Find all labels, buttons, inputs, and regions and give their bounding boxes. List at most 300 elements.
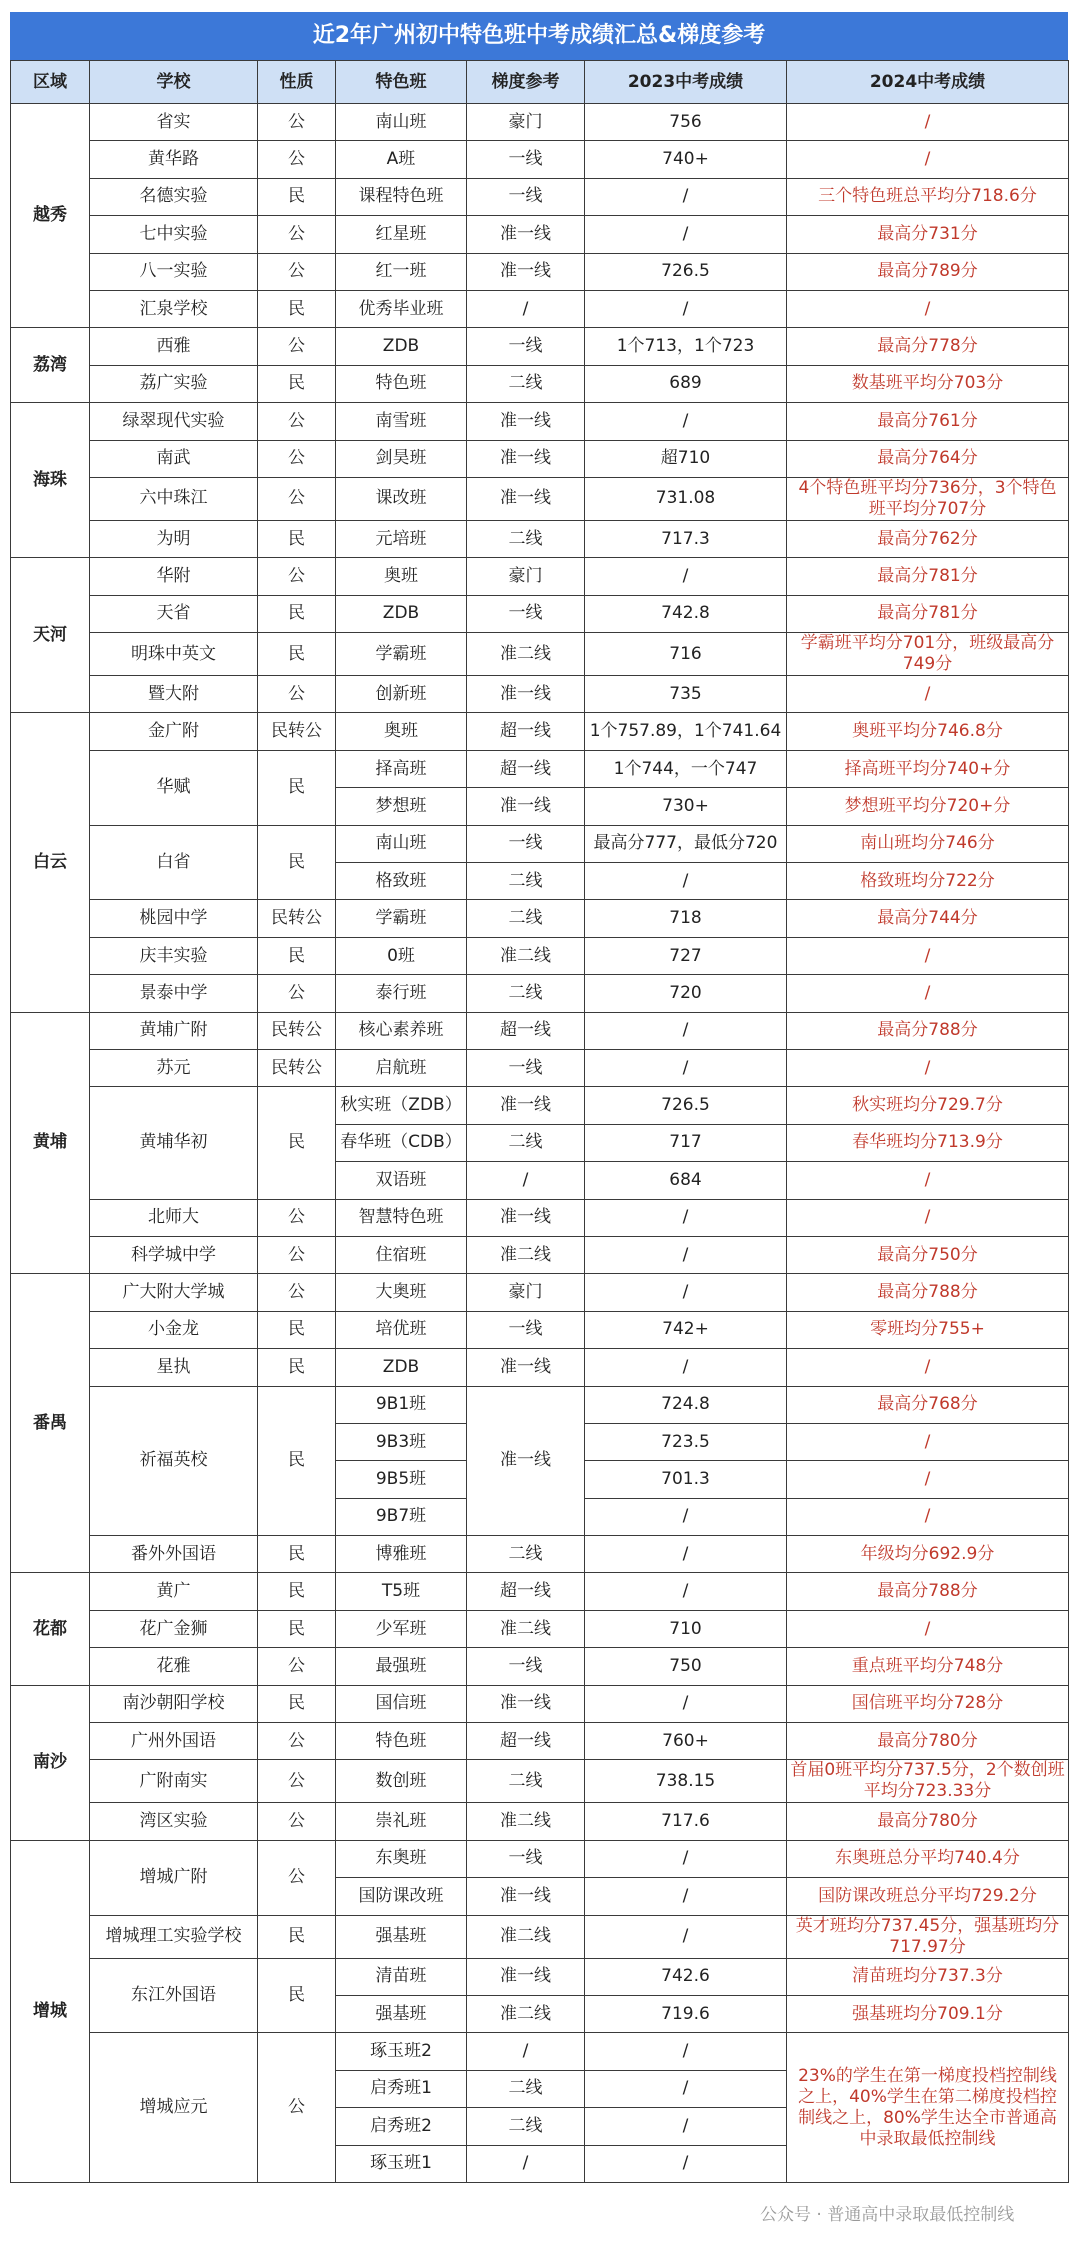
school-cell: 汇泉学校 <box>90 290 258 327</box>
score-2024-cell: 首届0班平均分737.5分，2个数创班平均分723.33分 <box>787 1760 1069 1803</box>
score-2024-cell: 南山班均分746分 <box>787 825 1069 862</box>
type-cell: 公 <box>258 1840 336 1915</box>
school-cell: 苏元 <box>90 1049 258 1086</box>
type-cell: 公 <box>258 440 336 477</box>
district-cell: 海珠 <box>11 403 90 558</box>
score-2024-cell: 最高分750分 <box>787 1236 1069 1273</box>
type-cell: 民 <box>258 595 336 632</box>
type-cell: 公 <box>258 2033 336 2183</box>
score-2024-cell: 春华班均分713.9分 <box>787 1124 1069 1161</box>
score-2023-cell: 684 <box>585 1162 787 1199</box>
score-2023-cell: 760+ <box>585 1723 787 1760</box>
class-cell: 强基班 <box>336 1995 467 2032</box>
class-cell: 国防课改班 <box>336 1878 467 1915</box>
table-row <box>11 328 1069 365</box>
table-row <box>11 937 1069 974</box>
score-2024-cell: 英才班均分737.45分，强基班均分717.97分 <box>787 1915 1069 1958</box>
type-cell: 公 <box>258 1723 336 1760</box>
table-row <box>11 104 1069 141</box>
score-2024-cell: / <box>787 1498 1069 1535</box>
score-2024-cell: 强基班均分709.1分 <box>787 1995 1069 2032</box>
class-cell: 春华班（CDB） <box>336 1124 467 1161</box>
type-cell: 民 <box>258 1087 336 1199</box>
tier-cell: 一线 <box>467 1311 585 1348</box>
school-cell: 番外外国语 <box>90 1536 258 1573</box>
table-row <box>11 178 1069 215</box>
score-2023-cell: / <box>585 863 787 900</box>
school-cell: 北师大 <box>90 1199 258 1236</box>
score-2023-cell: 1个713，1个723 <box>585 328 787 365</box>
score-2023-cell: 731.08 <box>585 477 787 520</box>
district-cell: 花都 <box>11 1573 90 1685</box>
tier-cell: 准一线 <box>467 1958 585 1995</box>
tier-cell: 超一线 <box>467 1012 585 1049</box>
class-cell: T5班 <box>336 1573 467 1610</box>
school-cell: 黄埔广附 <box>90 1012 258 1049</box>
class-cell: 崇礼班 <box>336 1803 467 1840</box>
tier-cell: 准二线 <box>467 633 585 676</box>
score-2023-cell: / <box>585 1878 787 1915</box>
table-row <box>11 750 1069 787</box>
score-2024-cell: 最高分778分 <box>787 328 1069 365</box>
school-cell: 花广金狮 <box>90 1610 258 1647</box>
school-cell: 星执 <box>90 1349 258 1386</box>
tier-cell: 准一线 <box>467 1087 585 1124</box>
score-2023-cell: 735 <box>585 676 787 713</box>
type-cell: 民转公 <box>258 713 336 750</box>
score-2023-cell: 718 <box>585 900 787 937</box>
col-header: 学校 <box>90 61 258 104</box>
score-2023-cell: 724.8 <box>585 1386 787 1423</box>
table-row <box>11 1610 1069 1647</box>
school-cell: 七中实验 <box>90 216 258 253</box>
score-2024-cell: / <box>787 975 1069 1012</box>
score-2024-cell: 零班均分755+ <box>787 1311 1069 1348</box>
score-2024-cell: / <box>787 1423 1069 1460</box>
district-cell: 黄埔 <box>11 1012 90 1274</box>
score-2023-cell: 740+ <box>585 141 787 178</box>
tier-cell: 准一线 <box>467 1878 585 1915</box>
tier-cell: 准二线 <box>467 937 585 974</box>
col-header: 梯度参考 <box>467 61 585 104</box>
score-2023-cell: 742.8 <box>585 595 787 632</box>
type-cell: 公 <box>258 1199 336 1236</box>
class-cell: 特色班 <box>336 365 467 402</box>
class-cell: 启秀班1 <box>336 2070 467 2107</box>
school-cell: 南武 <box>90 440 258 477</box>
table-row <box>11 520 1069 557</box>
score-2023-cell: / <box>585 1685 787 1722</box>
tier-cell: / <box>467 1162 585 1199</box>
score-2023-cell: / <box>585 2070 787 2107</box>
table-body <box>11 104 1069 2183</box>
type-cell: 公 <box>258 141 336 178</box>
tier-cell: 二线 <box>467 1536 585 1573</box>
tier-cell: 一线 <box>467 595 585 632</box>
tier-cell: 一线 <box>467 825 585 862</box>
table-row <box>11 1760 1069 1803</box>
tier-cell: 豪门 <box>467 558 585 595</box>
score-2023-cell: 689 <box>585 365 787 402</box>
class-cell: ZDB <box>336 328 467 365</box>
class-cell: 择高班 <box>336 750 467 787</box>
table-row <box>11 253 1069 290</box>
district-cell: 天河 <box>11 558 90 713</box>
type-cell: 公 <box>258 403 336 440</box>
table-row <box>11 403 1069 440</box>
score-2024-cell: 4个特色班平均分736分，3个特色班平均分707分 <box>787 477 1069 520</box>
class-cell: 格致班 <box>336 863 467 900</box>
table-row <box>11 900 1069 937</box>
tier-cell: 二线 <box>467 520 585 557</box>
type-cell: 民 <box>258 1685 336 1722</box>
school-cell: 华附 <box>90 558 258 595</box>
tier-cell: 二线 <box>467 2108 585 2145</box>
type-cell: 公 <box>258 558 336 595</box>
table-row <box>11 1087 1069 1124</box>
school-cell: 庆丰实验 <box>90 937 258 974</box>
tier-cell: 准一线 <box>467 1349 585 1386</box>
school-cell: 绿翠现代实验 <box>90 403 258 440</box>
class-cell: 双语班 <box>336 1162 467 1199</box>
score-2024-cell: / <box>787 1349 1069 1386</box>
score-2023-cell: 750 <box>585 1648 787 1685</box>
tier-cell: 超一线 <box>467 750 585 787</box>
score-2023-cell: 727 <box>585 937 787 974</box>
table-row <box>11 1915 1069 1958</box>
header-row <box>11 61 1069 104</box>
school-cell: 广州外国语 <box>90 1723 258 1760</box>
score-2024-cell: 清苗班均分737.3分 <box>787 1958 1069 1995</box>
table-row <box>11 2033 1069 2070</box>
class-cell: 特色班 <box>336 1723 467 1760</box>
score-2024-cell: / <box>787 1199 1069 1236</box>
class-cell: 元培班 <box>336 520 467 557</box>
type-cell: 公 <box>258 216 336 253</box>
school-cell: 八一实验 <box>90 253 258 290</box>
score-2023-cell: / <box>585 1012 787 1049</box>
tier-cell: 超一线 <box>467 1723 585 1760</box>
class-cell: 强基班 <box>336 1915 467 1958</box>
score-2024-cell: / <box>787 290 1069 327</box>
tier-cell: 一线 <box>467 1049 585 1086</box>
tier-cell: 豪门 <box>467 1274 585 1311</box>
score-2023-cell: / <box>585 216 787 253</box>
table-row <box>11 713 1069 750</box>
class-cell: 9B3班 <box>336 1423 467 1460</box>
tier-cell: / <box>467 2145 585 2182</box>
type-cell: 民转公 <box>258 1012 336 1049</box>
score-2024-cell: 格致班均分722分 <box>787 863 1069 900</box>
table-row <box>11 290 1069 327</box>
school-cell: 金广附 <box>90 713 258 750</box>
class-cell: A班 <box>336 141 467 178</box>
score-2024-cell: 最高分788分 <box>787 1274 1069 1311</box>
type-cell: 公 <box>258 676 336 713</box>
tier-cell: 准一线 <box>467 253 585 290</box>
score-2023-cell: / <box>585 1840 787 1877</box>
tier-cell: / <box>467 2033 585 2070</box>
tier-cell: 准一线 <box>467 477 585 520</box>
school-cell: 名德实验 <box>90 178 258 215</box>
table-row <box>11 1012 1069 1049</box>
district-cell: 越秀 <box>11 104 90 328</box>
score-2024-cell: 最高分789分 <box>787 253 1069 290</box>
tier-cell: 二线 <box>467 863 585 900</box>
type-cell: 民 <box>258 520 336 557</box>
score-2023-cell: 超710 <box>585 440 787 477</box>
class-cell: 琢玉班2 <box>336 2033 467 2070</box>
district-cell: 白云 <box>11 713 90 1012</box>
score-2023-cell: / <box>585 1498 787 1535</box>
score-2023-cell: / <box>585 1236 787 1273</box>
score-2023-cell: 756 <box>585 104 787 141</box>
score-2024-cell: / <box>787 104 1069 141</box>
class-cell: 优秀毕业班 <box>336 290 467 327</box>
tier-cell: 一线 <box>467 328 585 365</box>
tier-cell: 一线 <box>467 178 585 215</box>
type-cell: 公 <box>258 1236 336 1273</box>
score-2024-cell: / <box>787 937 1069 974</box>
score-2023-cell: 701.3 <box>585 1461 787 1498</box>
table-row <box>11 1311 1069 1348</box>
score-2024-cell: 最高分731分 <box>787 216 1069 253</box>
class-cell: 核心素养班 <box>336 1012 467 1049</box>
table-row <box>11 365 1069 402</box>
class-cell: 南山班 <box>336 104 467 141</box>
type-cell: 民转公 <box>258 1049 336 1086</box>
table-row <box>11 1723 1069 1760</box>
school-cell: 景泰中学 <box>90 975 258 1012</box>
score-2024-cell: 最高分780分 <box>787 1723 1069 1760</box>
table-row <box>11 1199 1069 1236</box>
class-cell: 最强班 <box>336 1648 467 1685</box>
table-row <box>11 595 1069 632</box>
score-2023-cell: 717 <box>585 1124 787 1161</box>
score-2023-cell: / <box>585 1199 787 1236</box>
score-2024-cell: / <box>787 1461 1069 1498</box>
score-2023-cell: 738.15 <box>585 1760 787 1803</box>
type-cell: 民 <box>258 1610 336 1647</box>
type-cell: 民转公 <box>258 900 336 937</box>
score-2023-cell: 742.6 <box>585 1958 787 1995</box>
score-2023-cell: / <box>585 2145 787 2182</box>
class-cell: ZDB <box>336 1349 467 1386</box>
table-row <box>11 1049 1069 1086</box>
class-cell: 学霸班 <box>336 900 467 937</box>
score-2023-cell: 723.5 <box>585 1423 787 1460</box>
school-cell: 祈福英校 <box>90 1386 258 1536</box>
table-row <box>11 216 1069 253</box>
class-cell: 泰行班 <box>336 975 467 1012</box>
type-cell: 公 <box>258 477 336 520</box>
score-2024-cell: 最高分761分 <box>787 403 1069 440</box>
score-2024-cell: 国防课改班总分平均729.2分 <box>787 1878 1069 1915</box>
score-2024-cell: 最高分788分 <box>787 1012 1069 1049</box>
tier-cell: 一线 <box>467 1648 585 1685</box>
score-2024-cell: 最高分762分 <box>787 520 1069 557</box>
school-cell: 西雅 <box>90 328 258 365</box>
class-cell: 9B1班 <box>336 1386 467 1423</box>
score-2023-cell: 720 <box>585 975 787 1012</box>
school-cell: 小金龙 <box>90 1311 258 1348</box>
score-2024-cell: 最高分781分 <box>787 595 1069 632</box>
score-2023-cell: / <box>585 1915 787 1958</box>
school-cell: 增城理工实验学校 <box>90 1915 258 1958</box>
tier-cell: 准二线 <box>467 1236 585 1273</box>
type-cell: 公 <box>258 253 336 290</box>
table-row <box>11 1536 1069 1573</box>
class-cell: 0班 <box>336 937 467 974</box>
tier-cell: 二线 <box>467 2070 585 2107</box>
tier-cell: 准一线 <box>467 1685 585 1722</box>
tier-cell: 准二线 <box>467 1610 585 1647</box>
class-cell: 梦想班 <box>336 788 467 825</box>
class-cell: 红一班 <box>336 253 467 290</box>
school-cell: 黄广 <box>90 1573 258 1610</box>
class-cell: 东奥班 <box>336 1840 467 1877</box>
school-cell: 荔广实验 <box>90 365 258 402</box>
table-row <box>11 1803 1069 1840</box>
class-cell: 清苗班 <box>336 1958 467 1995</box>
class-cell: 9B7班 <box>336 1498 467 1535</box>
tier-cell: 准二线 <box>467 1995 585 2032</box>
score-2024-cell: / <box>787 1049 1069 1086</box>
class-cell: 培优班 <box>336 1311 467 1348</box>
score-2024-cell: 东奥班总分平均740.4分 <box>787 1840 1069 1877</box>
score-2024-cell: 数基班平均分703分 <box>787 365 1069 402</box>
score-2024-cell: 最高分764分 <box>787 440 1069 477</box>
score-2024-cell: 最高分744分 <box>787 900 1069 937</box>
class-cell: 启秀班2 <box>336 2108 467 2145</box>
score-2023-cell: / <box>585 2108 787 2145</box>
type-cell: 公 <box>258 1760 336 1803</box>
score-2024-cell: / <box>787 1162 1069 1199</box>
score-2023-cell: 726.5 <box>585 253 787 290</box>
class-cell: 数创班 <box>336 1760 467 1803</box>
school-cell: 华赋 <box>90 750 258 825</box>
class-cell: 智慧特色班 <box>336 1199 467 1236</box>
table-row <box>11 440 1069 477</box>
tier-cell: 一线 <box>467 141 585 178</box>
district-cell: 南沙 <box>11 1685 90 1840</box>
class-cell: 博雅班 <box>336 1536 467 1573</box>
score-2023-cell: 716 <box>585 633 787 676</box>
class-cell: 奥班 <box>336 713 467 750</box>
score-2024-cell: / <box>787 141 1069 178</box>
type-cell: 公 <box>258 1274 336 1311</box>
score-2023-cell: / <box>585 1049 787 1086</box>
score-2024-cell: 梦想班平均分720+分 <box>787 788 1069 825</box>
score-2023-cell: 717.3 <box>585 520 787 557</box>
type-cell: 民 <box>258 633 336 676</box>
table-row <box>11 1274 1069 1311</box>
table-row <box>11 1685 1069 1722</box>
class-cell: 住宿班 <box>336 1236 467 1273</box>
table-row <box>11 633 1069 676</box>
table-row <box>11 825 1069 862</box>
class-cell: 少军班 <box>336 1610 467 1647</box>
table-row <box>11 676 1069 713</box>
class-cell: 南山班 <box>336 825 467 862</box>
school-cell: 黄埔华初 <box>90 1087 258 1199</box>
type-cell: 民 <box>258 1915 336 1958</box>
district-cell: 番禺 <box>11 1274 90 1573</box>
score-2023-cell: / <box>585 290 787 327</box>
score-2023-cell: / <box>585 1536 787 1573</box>
type-cell: 民 <box>258 1958 336 2033</box>
table-row <box>11 1840 1069 1877</box>
school-cell: 暨大附 <box>90 676 258 713</box>
score-2024-cell: 学霸班平均分701分，班级最高分749分 <box>787 633 1069 676</box>
class-cell: 大奥班 <box>336 1274 467 1311</box>
type-cell: 民 <box>258 750 336 825</box>
class-cell: 剑昊班 <box>336 440 467 477</box>
class-cell: 课改班 <box>336 477 467 520</box>
score-2024-cell: 最高分781分 <box>787 558 1069 595</box>
score-2023-cell: / <box>585 1349 787 1386</box>
col-header: 2024中考成绩 <box>787 61 1069 104</box>
class-cell: 国信班 <box>336 1685 467 1722</box>
school-cell: 南沙朝阳学校 <box>90 1685 258 1722</box>
score-2023-cell: 726.5 <box>585 1087 787 1124</box>
tier-cell: 准二线 <box>467 1915 585 1958</box>
type-cell: 民 <box>258 1573 336 1610</box>
class-cell: 学霸班 <box>336 633 467 676</box>
score-2024-cell: 奥班平均分746.8分 <box>787 713 1069 750</box>
school-cell: 天省 <box>90 595 258 632</box>
score-2023-cell: 1个744，一个747 <box>585 750 787 787</box>
score-2023-cell: / <box>585 403 787 440</box>
score-2023-cell: 1个757.89，1个741.64 <box>585 713 787 750</box>
type-cell: 民 <box>258 1536 336 1573</box>
tier-cell: 二线 <box>467 975 585 1012</box>
school-cell: 增城广附 <box>90 1840 258 1915</box>
class-cell: 红星班 <box>336 216 467 253</box>
school-cell: 东江外国语 <box>90 1958 258 2033</box>
type-cell: 公 <box>258 1803 336 1840</box>
class-cell: 启航班 <box>336 1049 467 1086</box>
school-cell: 广大附大学城 <box>90 1274 258 1311</box>
type-cell: 公 <box>258 1648 336 1685</box>
district-cell: 增城 <box>11 1840 90 2182</box>
table-row <box>11 1648 1069 1685</box>
tier-cell: 二线 <box>467 1760 585 1803</box>
tier-cell: 准一线 <box>467 403 585 440</box>
score-2024-cell: 23%的学生在第一梯度投档控制线之上，40%学生在第二梯度投档控制线之上，80%学生达全市普通高中录取最低控制线 <box>787 2033 1069 2183</box>
score-2024-cell: 择高班平均分740+分 <box>787 750 1069 787</box>
class-cell: 秋实班（ZDB） <box>336 1087 467 1124</box>
score-2023-cell: / <box>585 1573 787 1610</box>
score-2023-cell: 719.6 <box>585 1995 787 2032</box>
tier-cell: 超一线 <box>467 1573 585 1610</box>
school-cell: 科学城中学 <box>90 1236 258 1273</box>
district-cell: 荔湾 <box>11 328 90 403</box>
tier-cell: 准一线 <box>467 676 585 713</box>
score-table <box>10 60 1069 2183</box>
type-cell: 公 <box>258 104 336 141</box>
class-cell: ZDB <box>336 595 467 632</box>
score-2024-cell: 秋实班均分729.7分 <box>787 1087 1069 1124</box>
score-2023-cell: / <box>585 558 787 595</box>
score-2023-cell: / <box>585 2033 787 2070</box>
class-cell: 9B5班 <box>336 1461 467 1498</box>
type-cell: 民 <box>258 1311 336 1348</box>
class-cell: 课程特色班 <box>336 178 467 215</box>
type-cell: 民 <box>258 1386 336 1536</box>
table-row <box>11 1573 1069 1610</box>
score-2023-cell: 最高分777，最低分720 <box>585 825 787 862</box>
